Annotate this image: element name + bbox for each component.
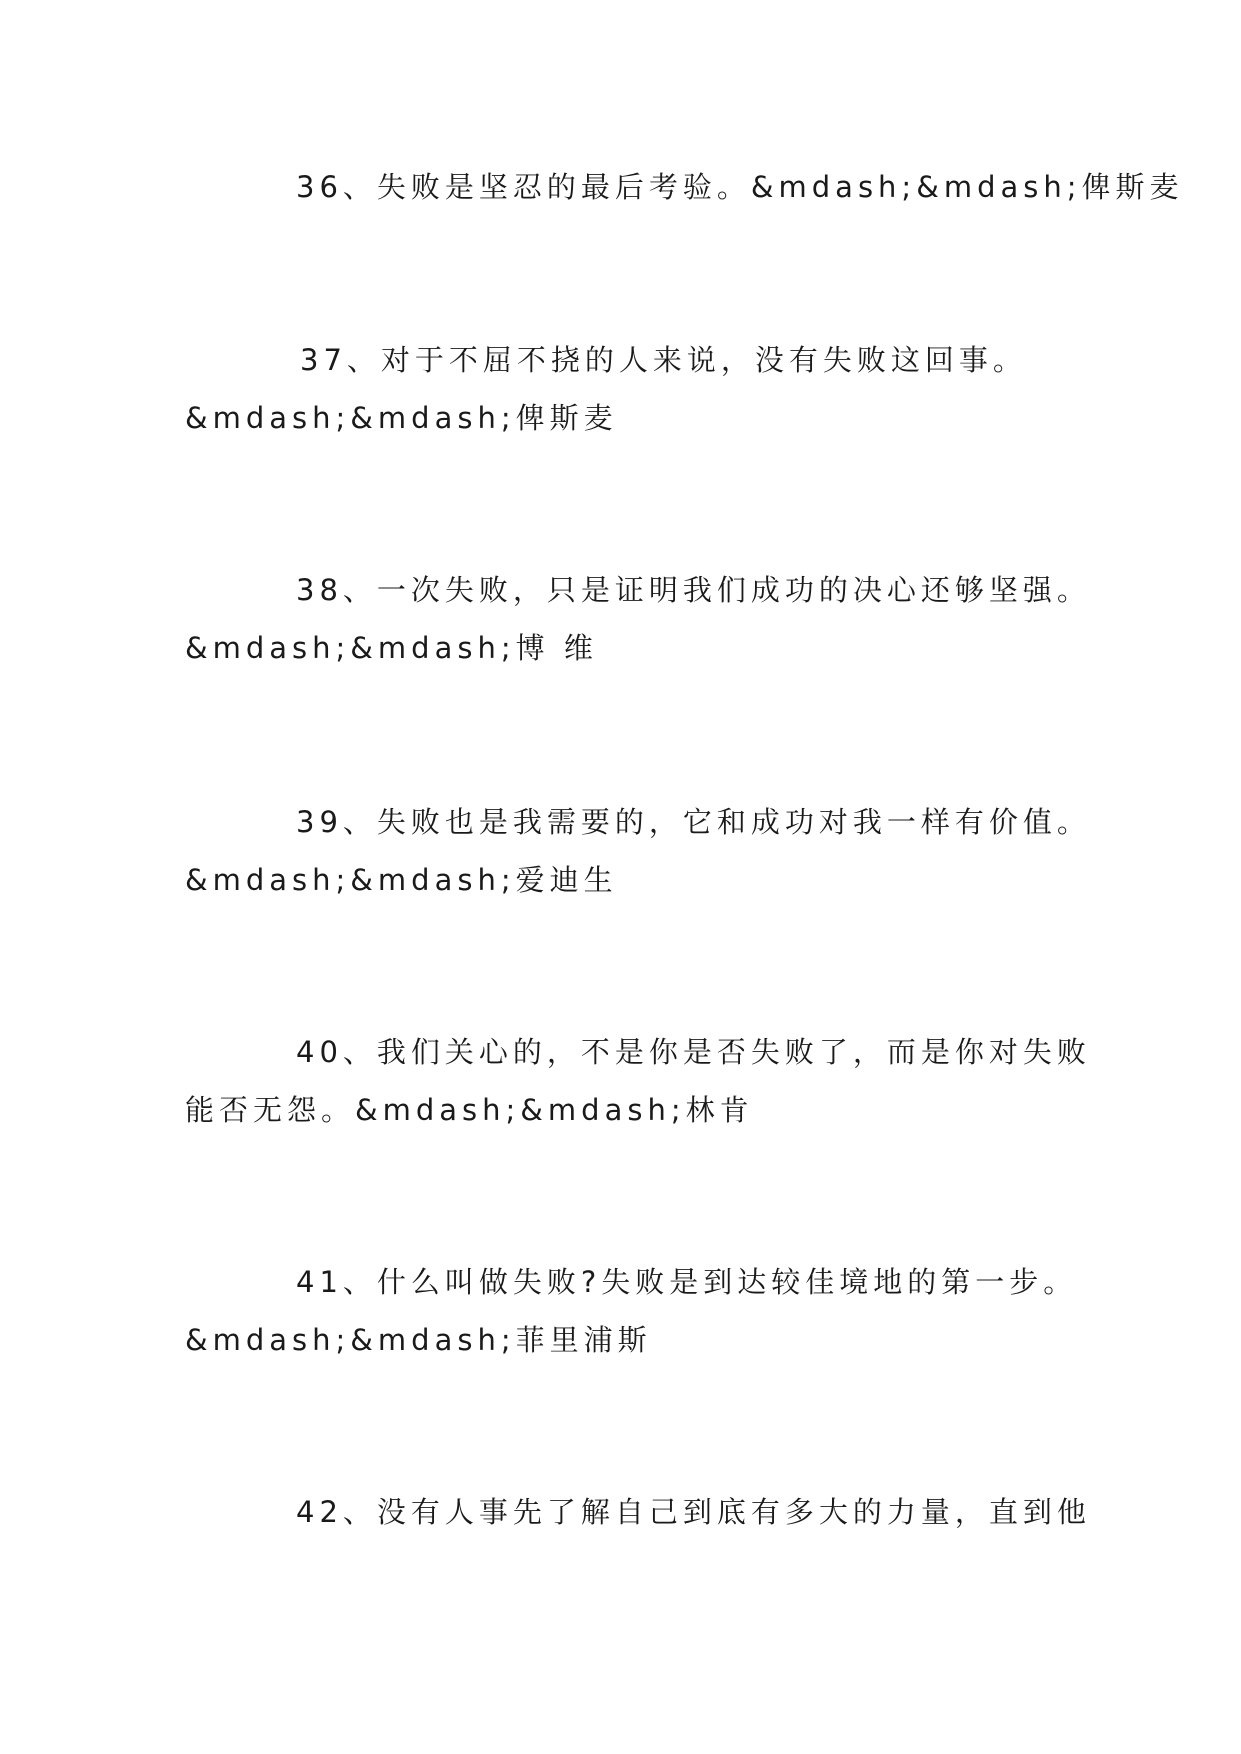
quote-41-line-1: 41、什么叫做失败?失败是到达较佳境地的第一步。 xyxy=(296,1265,1078,1299)
quote-37-line-2: &mdash;&mdash;俾斯麦 xyxy=(185,401,618,435)
quote-41-line-2: &mdash;&mdash;菲里浦斯 xyxy=(185,1323,652,1357)
quote-40-line-1: 40、我们关心的，不是你是否失败了，而是你对失败 xyxy=(296,1035,1091,1069)
quote-42-line-1: 42、没有人事先了解自己到底有多大的力量，直到他 xyxy=(296,1495,1091,1529)
quote-39-line-1: 39、失败也是我需要的，它和成功对我一样有价值。 xyxy=(296,805,1091,839)
quote-39-line-2: &mdash;&mdash;爱迪生 xyxy=(185,863,618,897)
quote-37-line-1: 37、对于不屈不挠的人来说，没有失败这回事。 xyxy=(300,343,1027,377)
quote-40-line-2: 能否无怨。&mdash;&mdash;林肯 xyxy=(185,1093,754,1127)
quote-36-line-1: 36、失败是坚忍的最后考验。&mdash;&mdash;俾斯麦 xyxy=(296,170,1184,204)
quote-38-line-2: &mdash;&mdash;博 维 xyxy=(185,631,598,665)
quote-38-line-1: 38、一次失败，只是证明我们成功的决心还够坚强。 xyxy=(296,573,1091,607)
